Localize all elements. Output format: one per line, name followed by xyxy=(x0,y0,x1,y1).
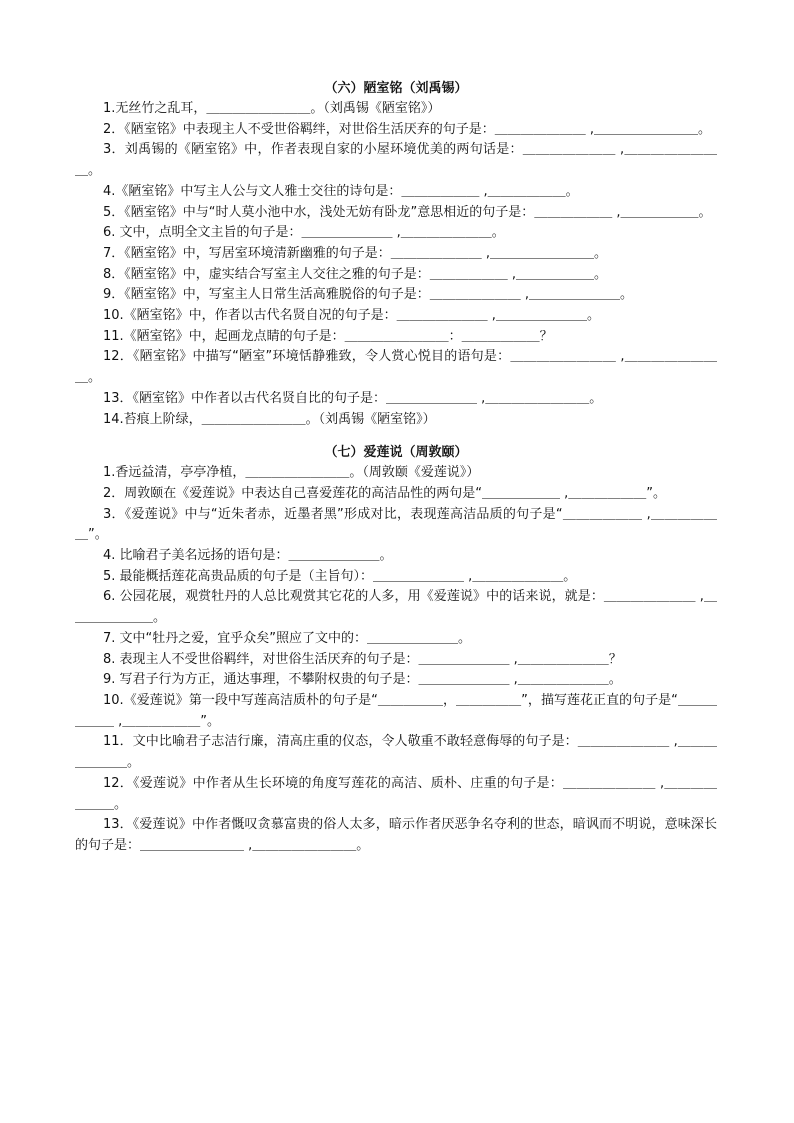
question-item: 13．《陋室铭》中作者以古代名贤自比的句子是：＿＿＿＿＿＿＿ ,＿＿＿＿＿＿＿＿。 xyxy=(103,390,603,406)
question-item: 1.香远益清，亭亭净植，＿＿＿＿＿＿＿＿。（周敦颐《爱莲说》） xyxy=(103,465,480,481)
question-item: 5. 最能概括莲花高贵品质的句子是（主旨句）：＿＿＿＿＿＿＿ ,＿＿＿＿＿＿＿。 xyxy=(103,568,577,584)
section-title: （七）爱莲说（周敦颐） xyxy=(324,445,468,461)
question-item: 3．刘禹锡的《陋室铭》中，作者表现自家的小屋环境优美的两句话是：＿＿＿＿＿＿＿ ,＿＿＿＿＿＿＿＿。 xyxy=(75,142,717,179)
question-item: 7．《陋室铭》中，写居室环境清新幽雅的句子是：＿＿＿＿＿＿＿ ,＿＿＿＿＿＿＿＿。 xyxy=(103,245,608,261)
document-page xyxy=(75,78,717,869)
question-item: 9．《陋室铭》中，写室主人日常生活高雅脱俗的句子是：＿＿＿＿＿＿＿ ,＿＿＿＿＿＿＿。 xyxy=(103,287,634,303)
question-item: 8．《陋室铭》中，虚实结合写室主人交往之雅的句子是：＿＿＿＿＿＿ ,＿＿＿＿＿＿。 xyxy=(103,266,608,282)
question-item: 4. 比喻君子美名远扬的语句是：＿＿＿＿＿＿＿。 xyxy=(103,548,393,564)
question-item: 9. 写君子行为方正，通达事理，不攀附权贵的句子是：＿＿＿＿＿＿＿ ,＿＿＿＿＿＿＿。 xyxy=(103,672,622,688)
question-item: 11．文中比喻君子志洁行廉，清高庄重的仪态，令人敬重不敢轻意侮辱的句子是：＿＿＿＿＿＿＿ ,＿＿＿＿＿＿＿。 xyxy=(75,734,717,771)
question-item: 2．《陋室铭》中表现主人不受世俗羁绊，对世俗生活厌弃的句子是：＿＿＿＿＿＿＿ ,＿＿＿＿＿＿＿＿。 xyxy=(103,121,712,137)
question-item: 10.《爱莲说》第一段中写莲高洁质朴的句子是“＿＿＿＿＿，＿＿＿＿＿”，描写莲花正直的句子是“＿＿＿＿＿＿ ,＿＿＿＿＿＿”。 xyxy=(75,692,717,729)
section-ai-lian-shuo xyxy=(75,442,717,856)
section-lou-shi-ming xyxy=(75,78,717,430)
question-item: 4.《陋室铭》中写主人公与文人雅士交往的诗句是：＿＿＿＿＿＿ ,＿＿＿＿＿＿。 xyxy=(103,183,579,199)
question-item: 3．《爱莲说》中与“近朱者赤，近墨者黑”形成对比，表现莲高洁品质的句子是“＿＿＿＿＿＿ ,＿＿＿＿＿＿”。 xyxy=(75,506,717,543)
question-item: 12．《爱莲说》中作者从生长环境的角度写莲花的高洁、质朴、庄重的句子是：＿＿＿＿＿＿＿ ,＿＿＿＿＿＿＿。 xyxy=(75,775,717,812)
question-item: 14.苔痕上阶绿，＿＿＿＿＿＿＿＿。（刘禹锡《陋室铭》） xyxy=(103,411,436,427)
question-item: 10.《陋室铭》中，作者以古代名贤自况的句子是：＿＿＿＿＿＿＿ ,＿＿＿＿＿＿＿。 xyxy=(103,308,600,324)
question-item: 11.《陋室铭》中，起画龙点睛的句子是：＿＿＿＿＿＿＿＿：＿＿＿＿＿＿？ xyxy=(103,328,553,344)
question-item: 6. 文中，点明全文主旨的句子是：＿＿＿＿＿＿＿ ,＿＿＿＿＿＿＿。 xyxy=(103,225,505,241)
section-title: （六）陋室铭（刘禹锡） xyxy=(324,81,468,96)
question-item: 12．《陋室铭》中描写“陋室”环境恬静雅致，令人赏心悦目的语句是：＿＿＿＿＿＿＿＿ ,＿＿＿＿＿＿＿＿。 xyxy=(75,349,717,386)
question-item: 8. 表现主人不受世俗羁绊，对世俗生活厌弃的句子是：＿＿＿＿＿＿＿ ,＿＿＿＿＿＿＿？ xyxy=(103,651,622,667)
question-item: 5．《陋室铭》中与“时人莫小池中水，浅处无妨有卧龙”意思相近的句子是：＿＿＿＿＿＿ ,＿＿＿＿＿＿。 xyxy=(103,204,712,220)
question-item: 1.无丝竹之乱耳，＿＿＿＿＿＿＿＿。（刘禹锡《陋室铭》） xyxy=(103,101,441,116)
question-item: 13．《爱莲说》中作者慨叹贪慕富贵的俗人太多，暗示作者厌恶争名夺利的世态，暗讽而不明说，意味深长的句子是：＿＿＿＿＿＿＿＿ ,＿＿＿＿＿＿＿＿。 xyxy=(75,817,717,853)
question-item: 2．周敦颐在《爱莲说》中表达自己喜爱莲花的高洁品性的两句是“＿＿＿＿＿＿ ,＿＿＿＿＿＿”。 xyxy=(103,485,667,501)
question-item: 7. 文中“牡丹之爱，宜乎众矣”照应了文中的：＿＿＿＿＿＿＿。 xyxy=(103,630,472,646)
question-item: 6. 公园花展，观赏牡丹的人总比观赏其它花的人多，用《爱莲说》中的话来说，就是：＿＿＿＿＿＿＿ ,＿＿＿＿＿＿＿。 xyxy=(75,589,717,626)
